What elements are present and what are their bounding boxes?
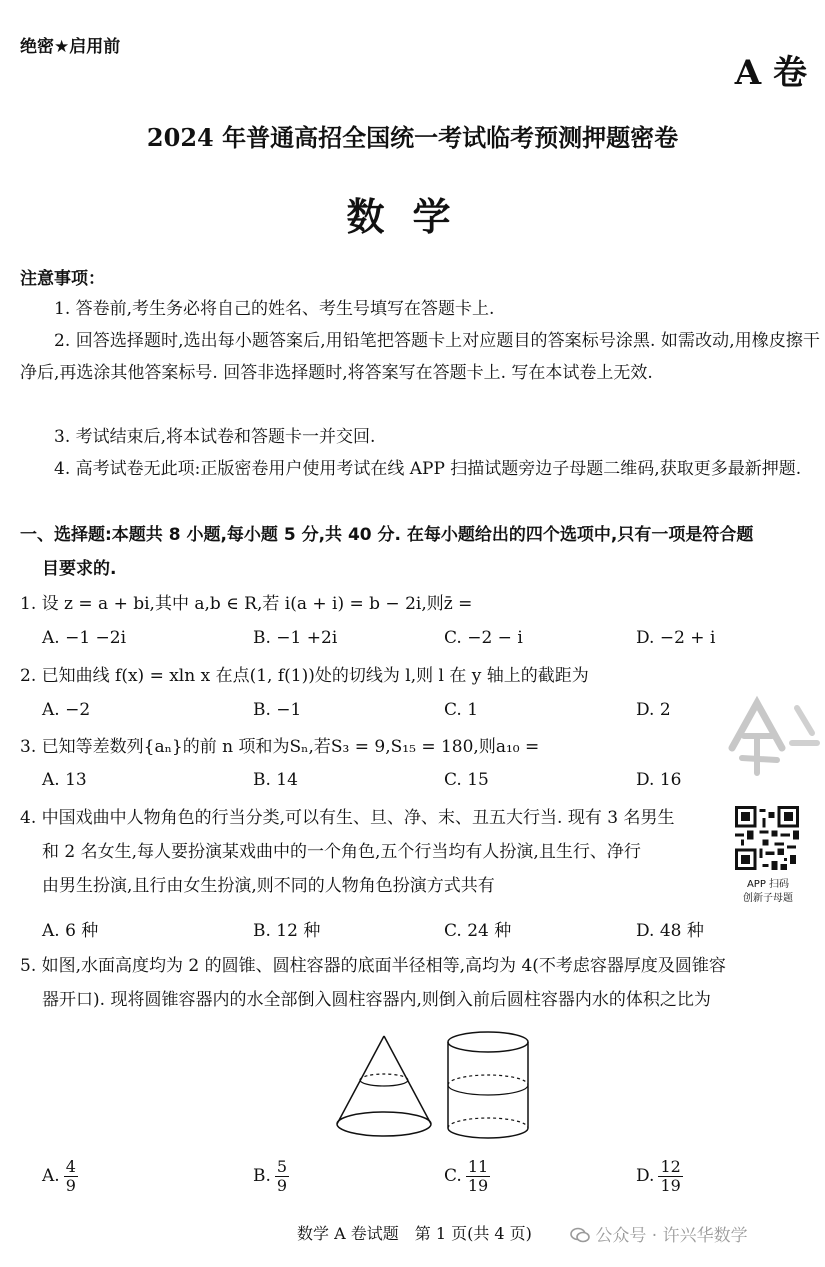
- q1-option-a: A. −1 −2i: [42, 628, 127, 648]
- exam-title: 2024 年普通高招全国统一考试临考预测押题密卷: [146, 123, 679, 152]
- wechat-watermark-text: 公众号 · 许兴华数学: [595, 1226, 748, 1246]
- q5-c-numerator: 11: [467, 1157, 489, 1176]
- q5-c-denominator: 19: [467, 1176, 489, 1195]
- question-2-stem: 2. 已知曲线 f(x) = xln x 在点(1, f(1))处的切线为 l,则 l 在 y 轴上的截距为: [20, 666, 589, 686]
- wechat-watermark: [570, 1221, 748, 1246]
- q5-option-b-fraction: [275, 1158, 289, 1195]
- question-5-line1: 5. 如图,水面高度均为 2 的圆锥、圆柱容器的底面半径相等,高均为 4(不考虑容器厚度及圆锥容: [20, 956, 726, 976]
- section-heading: 一、选择题:本题共 8 小题,每小题 5 分,共 40 分. 在每小题给出的四个选项中,只有一项是符合题: [20, 525, 754, 545]
- qr-caption-line2: 创新子母题: [743, 893, 793, 904]
- q1-option-c: C. −2 − i: [444, 628, 523, 648]
- note-1: 1. 答卷前,考生务必将自己的姓名、考生号填写在答题卡上.: [54, 299, 495, 319]
- q5-d-numerator: 12: [660, 1157, 681, 1176]
- cone-container-figure: [330, 1030, 440, 1142]
- q5-b-denominator: 9: [276, 1176, 288, 1195]
- q3-option-a: A. 13: [42, 770, 87, 790]
- q5-option-a-prefix: A.: [42, 1166, 60, 1186]
- wechat-icon: [570, 1227, 590, 1243]
- q2-option-c: C. 1: [444, 700, 479, 720]
- q1-option-d: D. −2 + i: [636, 628, 716, 648]
- section-heading-cont: 目要求的.: [42, 559, 117, 579]
- confidential-label: 绝密★启用前: [20, 37, 121, 57]
- q5-option-a-fraction: [64, 1158, 78, 1195]
- notes-heading: 注意事项：: [20, 269, 105, 289]
- brush-watermark-icon: [722, 688, 822, 778]
- qr-caption-line1: APP 扫码: [746, 879, 790, 890]
- q5-a-denominator: 9: [65, 1176, 76, 1195]
- q4-option-c: C. 24 种: [444, 921, 512, 941]
- q5-option-d: [636, 1158, 683, 1195]
- question-4-line2: 和 2 名女生,每人要扮演某戏曲中的一个角色,五个行当均有人扮演,且生行、净行: [42, 842, 641, 862]
- question-5-line2: 器开口). 现将圆锥容器内的水全部倒入圆柱容器内,则倒入前后圆柱容器内水的体积之比为: [42, 990, 711, 1010]
- question-4-line1: 4. 中国戏曲中人物角色的行当分类,可以有生、旦、净、末、丑五大行当. 现有 3 名男生: [20, 808, 675, 828]
- q5-option-b-prefix: B.: [253, 1166, 271, 1186]
- q5-option-c-fraction: [466, 1158, 490, 1195]
- q5-option-b: [253, 1158, 289, 1195]
- q5-b-numerator: 5: [276, 1157, 288, 1176]
- q5-option-c-prefix: C.: [444, 1166, 462, 1186]
- q3-option-d: D. 16: [636, 770, 682, 790]
- qr-code-icon[interactable]: [735, 806, 799, 870]
- q4-option-d: D. 48 种: [636, 921, 704, 941]
- q5-d-denominator: 19: [660, 1176, 681, 1195]
- volume-label: A 卷: [734, 53, 807, 93]
- q5-a-numerator: 4: [65, 1157, 76, 1176]
- cylinder-container-figure: [443, 1028, 533, 1144]
- note-2: 2. 回答选择题时,选出每小题答案后,用铅笔把答题卡上对应题目的答案标号涂黑. 如需改动,用橡皮擦干净后,再选涂其他答案标号. 回答非选择题时,将答案写在答题卡上. 写在本试卷上无效.: [20, 331, 820, 383]
- q2-option-b: B. −1: [253, 700, 302, 720]
- question-4-line3: 由男生扮演,且行由女生扮演,则不同的人物角色扮演方式共有: [42, 876, 495, 896]
- q5-option-d-fraction: [658, 1158, 682, 1195]
- q5-option-a: [42, 1158, 78, 1195]
- subject-title: 数学: [346, 194, 479, 239]
- question-1-stem: 1. 设 z = a + bi,其中 a,b ∈ R,若 i(a + i) = b − 2i,则z̄ =: [20, 594, 473, 614]
- qr-caption: [728, 878, 808, 906]
- page-footer: 数学 A 卷试题 第 1 页(共 4 页): [297, 1224, 532, 1243]
- question-3-stem: 3. 已知等差数列{aₙ}的前 n 项和为Sₙ,若S₃ = 9,S₁₅ = 180,则a₁₀ =: [20, 737, 540, 757]
- q1-option-b: B. −1 +2i: [253, 628, 338, 648]
- q2-option-d: D. 2: [636, 700, 671, 720]
- note-4: 4. 高考试卷无此项:正版密卷用户使用考试在线 APP 扫描试题旁边子母题二维码,获取更多最新押题.: [54, 459, 802, 479]
- q2-option-a: A. −2: [42, 700, 91, 720]
- q3-option-b: B. 14: [253, 770, 298, 790]
- q5-option-d-prefix: D.: [636, 1166, 655, 1186]
- q4-option-a: A. 6 种: [42, 921, 99, 941]
- note-3: 3. 考试结束后,将本试卷和答题卡一并交回.: [54, 427, 376, 447]
- q5-option-c: [444, 1158, 490, 1195]
- q4-option-b: B. 12 种: [253, 921, 321, 941]
- q3-option-c: C. 15: [444, 770, 489, 790]
